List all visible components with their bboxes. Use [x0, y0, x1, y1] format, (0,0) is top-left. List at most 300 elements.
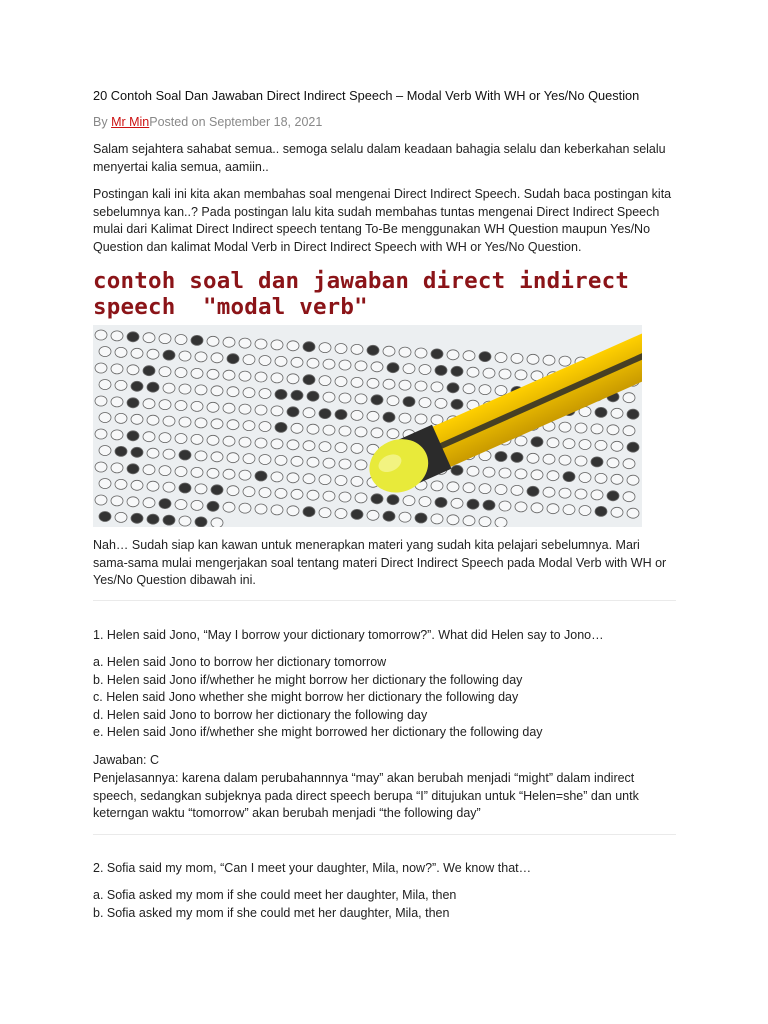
answer-bubble [99, 512, 111, 522]
answer-bubble [159, 499, 171, 509]
answer-bubble [227, 453, 239, 463]
answer-bubble [259, 488, 271, 498]
answer-bubble [95, 330, 107, 340]
answer-bubble [143, 366, 155, 376]
answer-bubble [543, 355, 555, 365]
answer-bubble [191, 500, 203, 510]
answer-bubble [303, 375, 315, 385]
answer-bubble [463, 351, 475, 361]
answer-bubble [607, 425, 619, 435]
answer-bubble [99, 413, 111, 423]
answer-bubble [191, 335, 203, 345]
question-1: 1. Helen said Jono, “May I borrow your dictionary tomorrow?”. What did Helen say to Jono… [93, 628, 604, 642]
answer-bubble [179, 384, 191, 394]
option-e: e. Helen said Jono if/whether she might borrowed her dictionary the following day [93, 725, 543, 739]
answer-bubble [111, 463, 123, 473]
answer-bubble [207, 402, 219, 412]
answer-bubble [495, 518, 507, 528]
answer-bubble [175, 467, 187, 477]
answer-bubble [131, 381, 143, 391]
answer-bubble [143, 399, 155, 409]
answer-bubble [255, 405, 267, 415]
answer-bubble [163, 515, 175, 525]
answer-bubble [355, 361, 367, 371]
answer-bubble [147, 514, 159, 524]
intro-paragraph-3: Nah… Sudah siap kan kawan untuk menerapkan materi yang sudah kita pelajari sebelumnya. Mari sama-sama mulai mengerjakan soal tentang materi Direct Indirect Speech pada Modal Verb with WH or Yes/No Question dibawah ini. [93, 538, 667, 587]
answer-bubble [371, 362, 383, 372]
answer-bubble [223, 403, 235, 413]
answer-bubble [479, 517, 491, 527]
answer-bubble [575, 456, 587, 466]
answer-bubble [195, 517, 207, 527]
answer-bubble [351, 344, 363, 354]
answer-bubble [335, 377, 347, 387]
answer-bubble [611, 441, 623, 451]
answer-bubble [611, 474, 623, 484]
answer-bubble [255, 471, 267, 481]
answer-bubble [127, 497, 139, 507]
option-d: d. Helen said Jono to borrow her dictionary the following day [93, 707, 428, 722]
answer-bubble [463, 483, 475, 493]
answer-bubble [163, 416, 175, 426]
answer-bubble [223, 436, 235, 446]
answer-bubble [223, 370, 235, 380]
answer-bubble [499, 369, 511, 379]
answer-bubble [419, 497, 431, 507]
answer-bubble [175, 500, 187, 510]
answer-bubble [351, 476, 363, 486]
answer-bubble [339, 393, 351, 403]
answer-bubble [227, 420, 239, 430]
answer-bubble [467, 367, 479, 377]
answer-bubble [175, 434, 187, 444]
answer-bubble [275, 356, 287, 366]
answer-bubble [255, 339, 267, 349]
answer-bubble [271, 340, 283, 350]
answer-bubble [207, 435, 219, 445]
answer-bubble [371, 494, 383, 504]
answer-bubble [451, 465, 463, 475]
answer-bubble [275, 455, 287, 465]
answer-bubble [563, 472, 575, 482]
answer-bubble [431, 382, 443, 392]
answer-bubble [275, 488, 287, 498]
answer-bubble [447, 482, 459, 492]
answer-bubble [211, 353, 223, 363]
answer-bubble [243, 487, 255, 497]
answer-bubble [211, 419, 223, 429]
answer-bubble [543, 487, 555, 497]
answer-bubble [511, 353, 523, 363]
answer-bubble [223, 337, 235, 347]
answer-bubble [271, 472, 283, 482]
answer-bubble [175, 335, 187, 345]
answer-bubble [255, 438, 267, 448]
answer-bubble [159, 433, 171, 443]
answer-bubble [179, 483, 191, 493]
answer-sheet-photo [93, 325, 642, 527]
answer-bubble [195, 418, 207, 428]
answer-bubble [335, 509, 347, 519]
answer-bubble [255, 504, 267, 514]
answer-bubble [211, 485, 223, 495]
question-2-options [93, 887, 676, 922]
answer-bubble [323, 425, 335, 435]
answer-bubble [291, 456, 303, 466]
answer-bubble [239, 371, 251, 381]
answer-bubble [419, 365, 431, 375]
answer-bubble [303, 441, 315, 451]
answer-bubble [307, 424, 319, 434]
answer-bubble [495, 485, 507, 495]
answer-bubble [143, 432, 155, 442]
answer-bubble [451, 498, 463, 508]
answer-bubble [323, 458, 335, 468]
answer-bubble [163, 350, 175, 360]
answer-bubble [99, 380, 111, 390]
answer-bubble [191, 467, 203, 477]
answer-bubble [531, 470, 543, 480]
answer-bubble [495, 353, 507, 363]
answer-bubble [499, 501, 511, 511]
answer-bubble [99, 479, 111, 489]
answer-bubble [211, 452, 223, 462]
question-1-explanation: Penjelasannya: karena dalam perubahannnya “may” akan berubah menjadi “might” dalam indirect speech, sedangkan subjeknya pada direct speech berupa “I” ditujukan untuk “Helen=she” dan untk keterngan waktu “tomorrow” akan berubah menjadi “the following day” [93, 771, 639, 820]
answer-bubble [335, 476, 347, 486]
answer-bubble [367, 345, 379, 355]
answer-bubble [387, 495, 399, 505]
answer-bubble [339, 360, 351, 370]
answer-bubble [483, 500, 495, 510]
answer-bubble [303, 342, 315, 352]
answer-bubble [563, 505, 575, 515]
answer-bubble [115, 347, 127, 357]
answer-bubble [447, 383, 459, 393]
answer-bubble [339, 459, 351, 469]
answer-bubble [131, 447, 143, 457]
answer-bubble [559, 455, 571, 465]
answer-bubble [243, 421, 255, 431]
answer-bubble [303, 474, 315, 484]
answer-bubble [207, 336, 219, 346]
answer-bubble [291, 489, 303, 499]
answer-bubble [543, 454, 555, 464]
answer-bubble [531, 437, 543, 447]
answer-bubble [511, 452, 523, 462]
answer-bubble [627, 475, 639, 485]
answer-bubble [479, 484, 491, 494]
answer-bubble [399, 347, 411, 357]
answer-bubble [195, 352, 207, 362]
answer-bubble [383, 511, 395, 521]
answer-bubble [431, 514, 443, 524]
answer-bubble [355, 460, 367, 470]
answer-bubble [463, 384, 475, 394]
answer-bubble [239, 470, 251, 480]
answer-bubble [115, 446, 127, 456]
answer-bubble [607, 491, 619, 501]
answer-bubble [147, 382, 159, 392]
answer-bubble [191, 434, 203, 444]
answer-bubble [479, 385, 491, 395]
answer-bubble [387, 363, 399, 373]
answer-bubble [591, 490, 603, 500]
answer-bubble [595, 407, 607, 417]
answer-bubble [163, 449, 175, 459]
answer-bubble [207, 501, 219, 511]
answer-bubble [319, 475, 331, 485]
answer-bubble [287, 341, 299, 351]
answer-bubble [515, 370, 527, 380]
answer-bubble [335, 344, 347, 354]
answer-bubble [399, 512, 411, 522]
answer-bubble [207, 369, 219, 379]
answer-bubble [415, 348, 427, 358]
answer-bubble [547, 438, 559, 448]
answer-bubble [531, 503, 543, 513]
answer-bubble [355, 493, 367, 503]
answer-bubble [467, 499, 479, 509]
answer-bubble [399, 380, 411, 390]
post-meta [93, 114, 322, 132]
answer-bubble [387, 429, 399, 439]
answer-bubble [207, 468, 219, 478]
answer-bubble [579, 440, 591, 450]
answer-bubble [627, 442, 639, 452]
answer-bubble [127, 365, 139, 375]
answer-bubble [111, 397, 123, 407]
answer-bubble [131, 480, 143, 490]
answer-bubble [307, 457, 319, 467]
answer-bubble [147, 448, 159, 458]
answer-bubble [595, 440, 607, 450]
answer-bubble [259, 422, 271, 432]
answer-bubble [95, 429, 107, 439]
author-link[interactable]: Mr Min [111, 115, 150, 129]
answer-bubble [463, 516, 475, 526]
answer-bubble [143, 333, 155, 343]
answer-bubble [287, 374, 299, 384]
answer-bubble [323, 491, 335, 501]
answer-bubble [147, 481, 159, 491]
answer-bubble [291, 390, 303, 400]
answer-bubble [95, 462, 107, 472]
answer-bubble [175, 401, 187, 411]
answer-bubble [147, 415, 159, 425]
answer-bubble [415, 381, 427, 391]
answer-bubble [579, 506, 591, 516]
answer-bubble [191, 368, 203, 378]
answer-bubble [99, 446, 111, 456]
answer-bubble [559, 422, 571, 432]
option-a: a. Sofia asked my mom if she could meet her daughter, Mila, then [93, 888, 457, 902]
article-title: 20 Contoh Soal Dan Jawaban Direct Indirect Speech – Modal Verb With WH or Yes/No Question [93, 88, 640, 103]
answer-bubble [271, 406, 283, 416]
answer-bubble [595, 506, 607, 516]
answer-bubble [115, 413, 127, 423]
answer-bubble [163, 482, 175, 492]
answer-bubble [259, 389, 271, 399]
answer-bubble [611, 408, 623, 418]
answer-bubble [527, 453, 539, 463]
answer-bubble [115, 380, 127, 390]
answer-bubble [99, 347, 111, 357]
answer-bubble [291, 423, 303, 433]
answer-bubble [303, 507, 315, 517]
option-b: b. Helen said Jono if/whether he might borrow her dictionary the following day [93, 672, 523, 687]
answer-bubble [243, 454, 255, 464]
answer-bubble [115, 512, 127, 522]
answer-bubble [415, 414, 427, 424]
question-2: 2. Sofia said my mom, “Can I meet your daughter, Mila, now?”. We know that… [93, 861, 532, 875]
answer-bubble [227, 387, 239, 397]
answer-bubble [179, 450, 191, 460]
answer-bubble [351, 377, 363, 387]
answer-bubble [111, 430, 123, 440]
answer-bubble [95, 396, 107, 406]
answer-bubble [163, 383, 175, 393]
answer-bubble [223, 502, 235, 512]
answer-bubble [143, 465, 155, 475]
answer-bubble [419, 398, 431, 408]
answer-bubble [307, 391, 319, 401]
answer-bubble [323, 359, 335, 369]
answer-bubble [335, 443, 347, 453]
answer-bubble [387, 396, 399, 406]
answer-bubble [131, 414, 143, 424]
answer-bubble [367, 510, 379, 520]
answer-bubble [479, 352, 491, 362]
answer-bubble [575, 423, 587, 433]
answer-bubble [227, 354, 239, 364]
answer-bubble [383, 412, 395, 422]
answer-bubble [351, 443, 363, 453]
answer-bubble [451, 399, 463, 409]
answer-bubble [275, 389, 287, 399]
answer-bubble [179, 516, 191, 526]
answer-bubble [335, 410, 347, 420]
answer-bubble [319, 508, 331, 518]
answer-bubble [275, 422, 287, 432]
answer-bubble [499, 468, 511, 478]
answer-bubble [95, 495, 107, 505]
answer-bubble [291, 357, 303, 367]
answer-bubble [383, 346, 395, 356]
answer-bubble [515, 469, 527, 479]
answer-bubble [175, 368, 187, 378]
answer-bubble [623, 459, 635, 469]
answer-bubble [239, 503, 251, 513]
answer-bubble [307, 358, 319, 368]
answer-bubble [435, 398, 447, 408]
answer-bubble [403, 496, 415, 506]
answer-bubble [447, 350, 459, 360]
answer-bubble [591, 457, 603, 467]
answer-bubble [579, 473, 591, 483]
answer-bubble [367, 378, 379, 388]
answer-bubble [95, 363, 107, 373]
answer-bubble [415, 513, 427, 523]
answer-bubble [259, 455, 271, 465]
question-1-answer: Jawaban: C [93, 753, 160, 767]
answer-bubble [319, 409, 331, 419]
answer-bubble [371, 428, 383, 438]
answer-bubble [339, 492, 351, 502]
posted-date: Posted on September 18, 2021 [149, 115, 323, 129]
answer-bubble [287, 473, 299, 483]
answer-bubble [607, 458, 619, 468]
answer-sheet-pencil-image [93, 325, 642, 527]
answer-bubble [111, 496, 123, 506]
divider [93, 600, 676, 601]
answer-bubble [451, 366, 463, 376]
answer-bubble [111, 331, 123, 341]
answer-bubble [271, 505, 283, 515]
answer-bubble [623, 426, 635, 436]
answer-bubble [403, 397, 415, 407]
answer-bubble [115, 479, 127, 489]
answer-bubble [131, 513, 143, 523]
answer-bubble [159, 466, 171, 476]
banner-line-2: speech "modal verb" [93, 294, 368, 320]
answer-bubble [159, 367, 171, 377]
answer-bubble [403, 364, 415, 374]
answer-bubble [515, 502, 527, 512]
answer-bubble [239, 437, 251, 447]
intro-paragraph-1: Salam sejahtera sahabat semua.. semoga selalu dalam keadaan bahagia selalu dan keberkahan selalu menyertai kalia semua, aamiin.. [93, 142, 666, 174]
answer-bubble [431, 349, 443, 359]
intro-paragraph-2: Postingan kali ini kita akan membahas soal mengenai Direct Indirect Speech. Sudah baca postingan kita sebelumnya kan..? Pada postingan lalu kita sudah membahas tuntas mengenai Direct Indirect Speech mulai dari Kalimat Direct Indirect speech tentang To-Be menggunakan WH Question maupun Yes/No Question dan kalimat Modal Verb in Direct Indirect Speech with WH or Yes/No Question. [93, 187, 672, 254]
answer-bubble [223, 469, 235, 479]
answer-bubble [255, 372, 267, 382]
answer-bubble [287, 440, 299, 450]
answer-bubble [623, 393, 635, 403]
answer-bubble [127, 464, 139, 474]
answer-bubble [435, 365, 447, 375]
answer-bubble [147, 349, 159, 359]
answer-bubble [351, 509, 363, 519]
answer-bubble [559, 488, 571, 498]
answer-bubble [355, 427, 367, 437]
answer-bubble [627, 409, 639, 419]
answer-bubble [627, 508, 639, 518]
answer-bubble [287, 506, 299, 516]
answer-bubble [179, 417, 191, 427]
answer-bubble [447, 515, 459, 525]
answer-bubble [383, 379, 395, 389]
answer-bubble [483, 467, 495, 477]
answer-bubble [483, 368, 495, 378]
answer-bubble [271, 373, 283, 383]
answer-bubble [435, 497, 447, 507]
article-banner-heading [93, 268, 653, 320]
answer-bubble [287, 407, 299, 417]
answer-bubble [227, 486, 239, 496]
answer-bubble [323, 392, 335, 402]
option-c: c. Helen said Jono whether she might borrow her dictionary the following day [93, 690, 519, 704]
answer-bubble [303, 408, 315, 418]
answer-bubble [259, 356, 271, 366]
answer-bubble [495, 452, 507, 462]
answer-bubble [131, 348, 143, 358]
answer-bubble [527, 354, 539, 364]
answer-bubble [399, 413, 411, 423]
divider [93, 834, 676, 835]
answer-bubble [319, 442, 331, 452]
answer-bubble [319, 376, 331, 386]
question-1-options [93, 654, 676, 742]
answer-bubble [355, 394, 367, 404]
